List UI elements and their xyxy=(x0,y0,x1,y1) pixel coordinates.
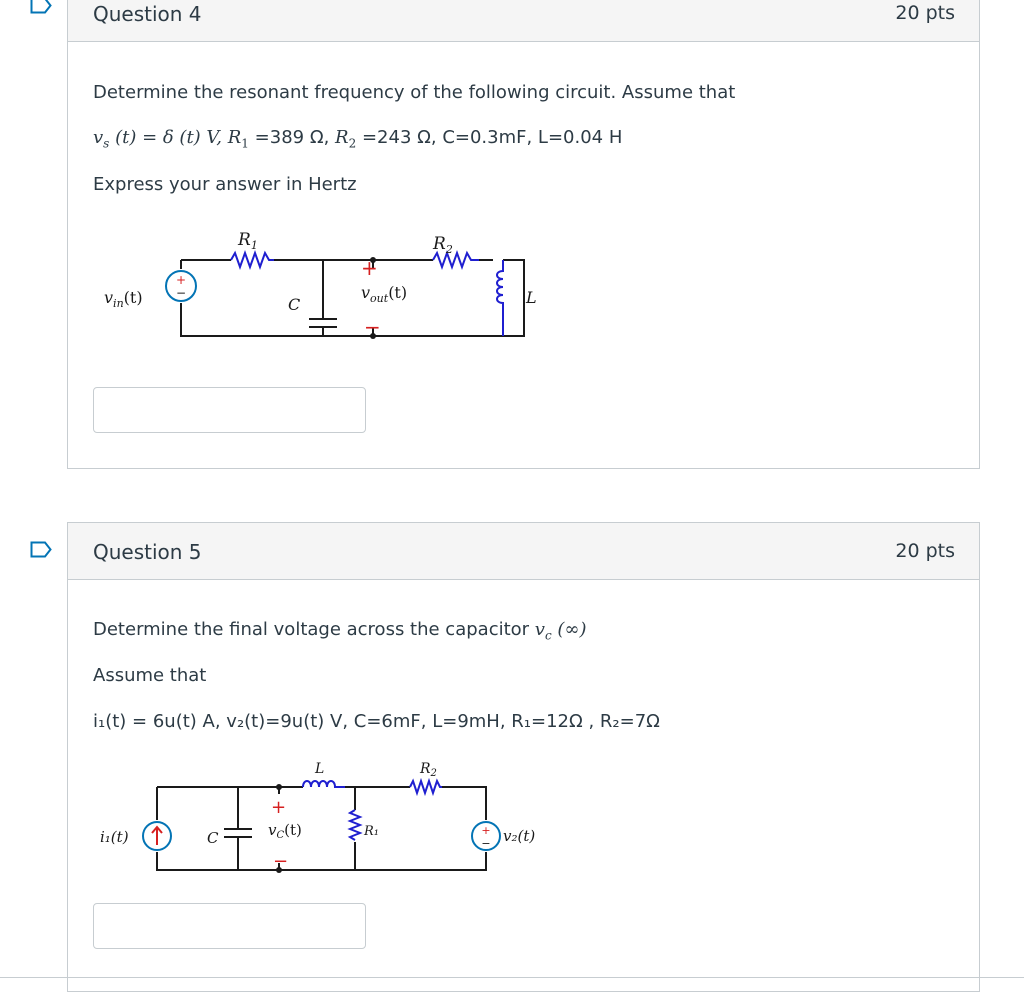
svg-text:−: − xyxy=(175,286,187,300)
question-5-given-values: i₁(t) = 6u(t) A, v₂(t)=9u(t) V, C=6mF, L=9mH, R₁=12Ω , R₂=7Ω xyxy=(93,711,660,732)
question-4-circuit-diagram xyxy=(98,223,558,373)
svg-text:vout(t): $v_{out}(t)$ xyxy=(361,283,408,305)
question-4-prompt: Determine the resonant frequency of the following circuit. Assume that xyxy=(93,82,736,103)
inductor-icon xyxy=(303,781,345,787)
question-5-header xyxy=(68,523,979,580)
svg-text:+: + xyxy=(481,824,491,837)
bookmark-icon[interactable] xyxy=(30,541,52,558)
svg-text:vin(t): $v_{in}(t)$ xyxy=(104,288,143,310)
question-4-answer-input[interactable] xyxy=(93,387,366,433)
svg-text:C: C xyxy=(288,295,301,314)
svg-text:L: L xyxy=(526,288,537,307)
question-5-points: 20 pts xyxy=(895,540,955,562)
question-4-title: Question 4 xyxy=(93,2,202,26)
svg-text:R2: $R_2$ xyxy=(433,234,453,256)
svg-text:+: + xyxy=(271,797,287,818)
question-5-card xyxy=(67,522,980,992)
svg-text:−: − xyxy=(273,851,289,872)
svg-text:R1: $R_1$ xyxy=(238,230,258,252)
svg-text:−: − xyxy=(481,837,491,850)
svg-text:C: C xyxy=(207,829,219,847)
svg-text:L: L xyxy=(315,761,325,777)
question-5-title: Question 5 xyxy=(93,540,202,564)
question-4-equation: $v_s$ (t) = δ (t) V, $R_1 =389$ Ω, $R_2 =243$ Ω, C=0.3mF, L=0.04 H xyxy=(93,127,623,151)
svg-text:R2: $R_2$ xyxy=(420,761,437,779)
inductor-icon xyxy=(497,260,503,336)
resistor-r2-icon xyxy=(433,253,479,267)
question-5-prompt: Determine the final voltage across the capacitor $v_c$ (∞) xyxy=(93,619,587,643)
resistor-r1-icon xyxy=(350,810,360,840)
question-4-card xyxy=(67,0,980,469)
question-4-header xyxy=(68,0,979,42)
page-divider xyxy=(0,977,1024,978)
question-5-circuit-diagram xyxy=(98,757,558,877)
svg-text:+: + xyxy=(175,273,187,287)
svg-text:i₁(t): i₁(t) xyxy=(100,828,129,846)
svg-text:R₁: R₁ xyxy=(364,824,379,839)
question-4-instruction: Express your answer in Hertz xyxy=(93,174,357,195)
question-5-answer-input[interactable] xyxy=(93,903,366,949)
question-5-assume: Assume that xyxy=(93,665,207,686)
svg-text:vC(t): $v_C(t)$ xyxy=(268,821,302,841)
resistor-r2-icon xyxy=(410,781,442,793)
svg-text:+: + xyxy=(361,256,378,280)
svg-text:v₂(t): v₂(t) xyxy=(503,827,536,845)
bookmark-icon[interactable] xyxy=(30,0,52,14)
resistor-r1-icon xyxy=(231,253,274,267)
question-4-points: 20 pts xyxy=(895,2,955,24)
svg-text:−: − xyxy=(364,315,381,339)
